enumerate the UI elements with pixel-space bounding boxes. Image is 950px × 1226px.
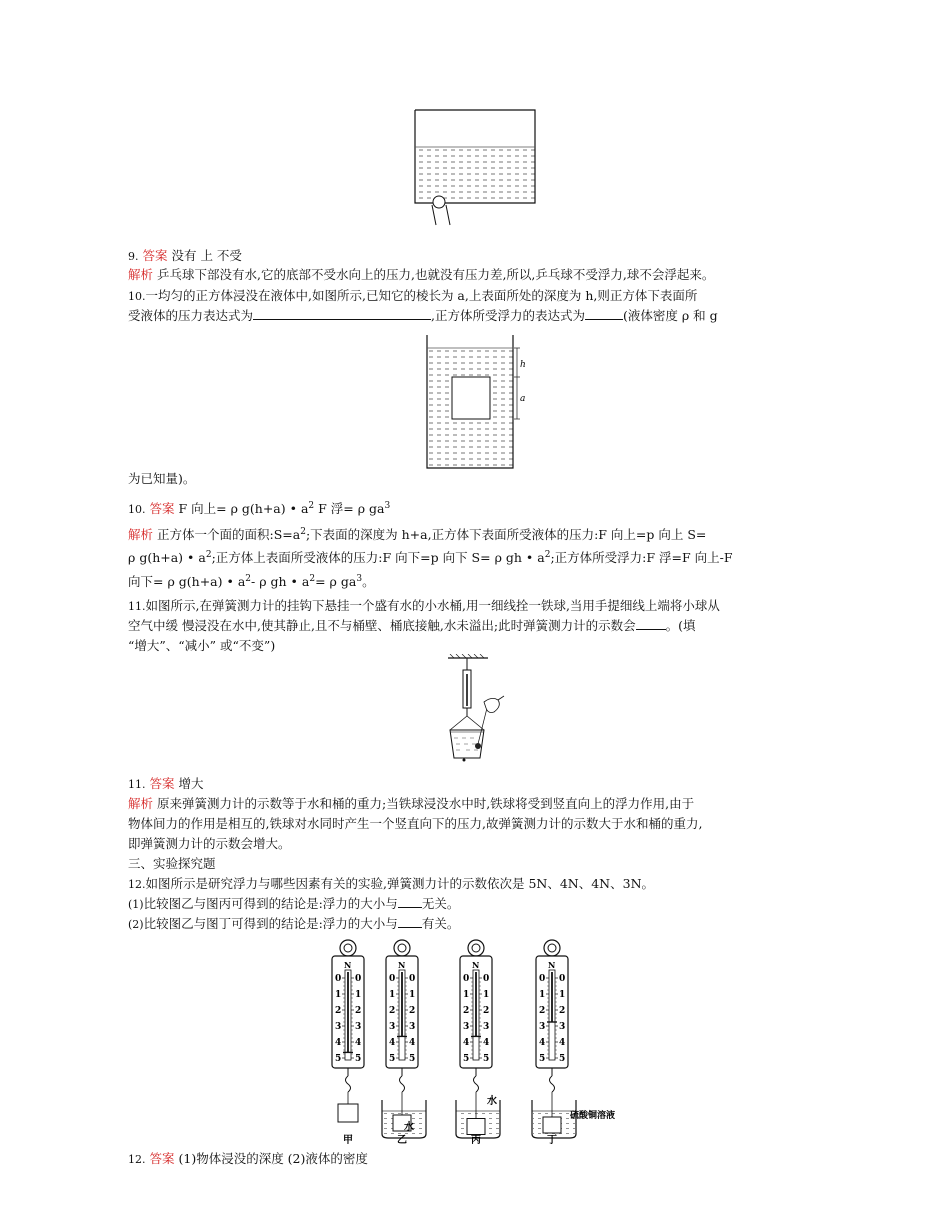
solution-label: 硫酸铜溶液 xyxy=(570,1111,616,1121)
figure-label: 丙 xyxy=(471,1135,481,1146)
superscript: 2 xyxy=(205,549,212,560)
tick-label: 2 xyxy=(559,1006,566,1016)
scale-unit: N xyxy=(344,960,352,970)
section-heading: 三、实验探究题 xyxy=(128,856,216,871)
analysis-label: 解析 xyxy=(128,527,154,542)
tick-label: 5 xyxy=(559,1054,566,1064)
q10-answer-b: F 浮= ρ ga xyxy=(314,501,385,516)
q10-fig-label-h: h xyxy=(520,360,526,370)
q10-question-line1 xyxy=(128,287,697,306)
q10-number: 10. xyxy=(128,290,146,303)
tick-label: 2 xyxy=(335,1006,342,1016)
tick-label: 1 xyxy=(539,990,546,1000)
tick-label: 1 xyxy=(409,990,416,1000)
superscript: 2 xyxy=(309,573,316,584)
q10-an-l1-b: ;下表面的深度为 h+a,正方体下表面所受液体的压力:F 向上=p 向上 S= xyxy=(305,527,707,542)
tick-label: 4 xyxy=(389,1038,396,1048)
q10-an-l3-d: 。 xyxy=(362,574,375,589)
q12-sub1 xyxy=(128,895,459,914)
q11-an-l1: 原来弹簧测力计的示数等于水和桶的重力;当铁球浸没水中时,铁球将受到竖直向上的浮力作用,由于 xyxy=(153,796,695,811)
q10-an-l3-a: 向下= ρ g(h+a) • a xyxy=(128,574,246,589)
tick-label: 5 xyxy=(355,1054,362,1064)
q9-figure xyxy=(410,105,542,227)
tick-label: 5 xyxy=(539,1054,546,1064)
q12-line1-text: 如图所示是研究浮力与哪些因素有关的实验,弹簧测力计的示数依次是 5N、4N、4N、3N。 xyxy=(145,876,655,891)
tick-label: 4 xyxy=(483,1038,490,1048)
q11-line2-a: 空气中缓 慢浸没在水中,使其静止,且不与桶壁、桶底接触,水未溢出;此时弹簧测力计的示数会 xyxy=(128,618,636,633)
q10-an-l1-a: 正方体一个面的面积:S=a xyxy=(153,527,301,542)
q11-blank[interactable] xyxy=(636,617,666,630)
tick-label: 1 xyxy=(355,990,362,1000)
q9-answer xyxy=(128,247,242,266)
tick-label: 3 xyxy=(463,1022,470,1032)
q12-sub2-number: (2) xyxy=(128,918,144,931)
q10-answer-number: 10. xyxy=(128,503,146,516)
superscript: 2 xyxy=(245,573,252,584)
metal-block xyxy=(467,1119,485,1135)
q11-question-line3: “增大”、“减小” 或“不变”) xyxy=(128,638,276,653)
q11-question-line1 xyxy=(128,597,720,616)
tick-label: 1 xyxy=(335,990,342,1000)
superscript: 2 xyxy=(300,526,306,537)
tick-label: 4 xyxy=(559,1038,566,1048)
spring-scale-3 xyxy=(456,940,500,1146)
metal-block xyxy=(338,1104,358,1122)
q12-answer-number: 12. xyxy=(128,1153,146,1166)
tick-label: 5 xyxy=(483,1054,490,1064)
tick-label: 5 xyxy=(463,1054,470,1064)
q10-answer xyxy=(128,500,390,519)
tick-label: 3 xyxy=(539,1022,546,1032)
tick-label: 3 xyxy=(483,1022,490,1032)
tick-label: 1 xyxy=(483,990,490,1000)
q10-fig-label-a: a xyxy=(520,394,526,404)
tick-label: 1 xyxy=(559,990,566,1000)
superscript: 2 xyxy=(308,500,315,511)
tick-label: 3 xyxy=(389,1022,396,1032)
tick-label: 0 xyxy=(483,974,490,984)
tick-label: 0 xyxy=(355,974,362,984)
q11-line1-text: 如图所示,在弹簧测力计的挂钩下悬挂一个盛有水的小水桶,用一细线拴一铁球,当用手提细线上端将小球从 xyxy=(145,598,720,613)
figure-label: 乙 xyxy=(397,1135,407,1146)
metal-block xyxy=(543,1117,561,1133)
water-label: 水 xyxy=(404,1122,414,1133)
q11-figure xyxy=(438,654,508,766)
q10-answer-a: F 向上= ρ g(h+a) • a xyxy=(178,501,309,516)
q10-an-l2-a: ρ g(h+a) • a xyxy=(128,550,206,565)
hook xyxy=(474,1076,479,1092)
q10-blank-2[interactable] xyxy=(585,307,623,320)
hook xyxy=(400,1076,405,1092)
q12-sub2-a: 比较图乙与图丁可得到的结论是:浮力的大小与 xyxy=(143,916,398,931)
hook xyxy=(346,1076,351,1092)
q12-answer-text: (1)物体浸没的深度 (2)液体的密度 xyxy=(178,1151,368,1166)
tick-label: 5 xyxy=(389,1054,396,1064)
superscript: 3 xyxy=(356,573,363,584)
q12-number: 12. xyxy=(128,878,146,891)
q12-blank-2[interactable] xyxy=(398,915,422,928)
q10-analysis-line1 xyxy=(128,526,706,544)
tick-label: 0 xyxy=(409,974,416,984)
q12-sub1-number: (1) xyxy=(128,898,144,911)
answer-label: 答案 xyxy=(149,1151,175,1166)
figure-label: 丁 xyxy=(547,1135,557,1146)
scale-unit: N xyxy=(472,960,480,970)
q11-line2-b: 。(填 xyxy=(665,618,696,633)
q11-question-line2 xyxy=(128,617,696,635)
q9-analysis xyxy=(128,266,714,284)
tick-label: 0 xyxy=(463,974,470,984)
tick-label: 0 xyxy=(559,974,566,984)
q11-answer-number: 11. xyxy=(128,778,146,791)
tick-label: 2 xyxy=(355,1006,362,1016)
q9-answer-text: 没有 上 不受 xyxy=(171,248,242,263)
answer-label: 答案 xyxy=(142,248,168,263)
tick-label: 3 xyxy=(355,1022,362,1032)
tick-label: 0 xyxy=(335,974,342,984)
q10-question-line3: 为已知量)。 xyxy=(128,471,196,486)
q9-answer-number: 9. xyxy=(128,250,139,263)
q12-figure xyxy=(320,936,640,1148)
tick-label: 1 xyxy=(463,990,470,1000)
answer-label: 答案 xyxy=(149,501,175,516)
q11-analysis-line1 xyxy=(128,795,694,813)
tick-label: 2 xyxy=(389,1006,396,1016)
spring-scale-4 xyxy=(532,940,615,1146)
q10-an-l3-c: = ρ ga xyxy=(315,574,357,589)
tick-label: 4 xyxy=(463,1038,470,1048)
q11-number: 11. xyxy=(128,600,146,613)
q10-blank-1[interactable] xyxy=(253,307,431,320)
tick-label: 3 xyxy=(409,1022,416,1032)
tick-label: 5 xyxy=(409,1054,416,1064)
q10-figure xyxy=(420,330,532,472)
q10-line2-c: (液体密度 ρ 和 g xyxy=(623,308,718,323)
tick-label: 2 xyxy=(483,1006,490,1016)
tick-label: 4 xyxy=(409,1038,416,1048)
tick-label: 4 xyxy=(355,1038,362,1048)
q12-sub2 xyxy=(128,915,459,934)
q11-answer-text: 增大 xyxy=(178,776,204,791)
scale-unit: N xyxy=(548,960,556,970)
q10-an-l2-c: ;正方体所受浮力:F 浮=F 向上-F xyxy=(550,550,733,565)
q12-answer xyxy=(128,1150,368,1169)
superscript: 3 xyxy=(384,500,391,511)
q10-question-line2 xyxy=(128,307,718,325)
answer-label: 答案 xyxy=(149,776,175,791)
q10-line1-text: 一均匀的正方体浸没在液体中,如图所示,已知它的棱长为 a,上表面所处的深度为 h,则正方体下表面所 xyxy=(145,288,698,303)
q11-analysis-line2: 物体间力的作用是相互的,铁球对水同时产生一个竖直向下的压力,故弹簧测力计的示数大于水和桶的重力, xyxy=(128,816,703,831)
q10-analysis-line2 xyxy=(128,549,733,567)
q11-answer xyxy=(128,775,204,794)
tick-label: 4 xyxy=(335,1038,342,1048)
tick-label: 3 xyxy=(335,1022,342,1032)
tick-label: 2 xyxy=(463,1006,470,1016)
q10-line2-a: 受液体的压力表达式为 xyxy=(128,308,254,323)
superscript: 2 xyxy=(544,549,551,560)
analysis-label: 解析 xyxy=(128,796,154,811)
q9-analysis-text: 乒乓球下部没有水,它的底部不受水向上的压力,也就没有压力差,所以,乒乓球不受浮力,球不会浮起来。 xyxy=(157,267,715,282)
q10-analysis-line3 xyxy=(128,573,375,591)
tick-label: 4 xyxy=(539,1038,546,1048)
q10-an-l2-b: ;正方体上表面所受液体的压力:F 向下=p 向下 S= ρ gh • a xyxy=(211,550,545,565)
spring-scale-1 xyxy=(332,940,364,1146)
tick-label: 1 xyxy=(389,990,396,1000)
q12-sub1-a: 比较图乙与图丙可得到的结论是:浮力的大小与 xyxy=(143,896,398,911)
tick-label: 0 xyxy=(539,974,546,984)
q10-an-l3-b: - ρ gh • a xyxy=(251,574,310,589)
water-label: 水 xyxy=(487,1096,497,1107)
q11-analysis-line3: 即弹簧测力计的示数会增大。 xyxy=(128,836,291,851)
hook xyxy=(550,1076,555,1092)
figure-label: 甲 xyxy=(343,1135,353,1146)
tick-label: 0 xyxy=(389,974,396,984)
tick-label: 3 xyxy=(559,1022,566,1032)
analysis-label: 解析 xyxy=(128,267,154,282)
tick-label: 2 xyxy=(539,1006,546,1016)
q12-blank-1[interactable] xyxy=(398,895,422,908)
q10-line2-b: ,正方体所受浮力的表达式为 xyxy=(431,308,585,323)
tick-label: 2 xyxy=(409,1006,416,1016)
q12-sub2-b: 有关。 xyxy=(421,916,460,931)
q12-question-line1 xyxy=(128,875,654,894)
tick-label: 5 xyxy=(335,1054,342,1064)
scale-unit: N xyxy=(398,960,406,970)
spring-scale-2 xyxy=(382,940,426,1146)
q12-sub1-b: 无关。 xyxy=(421,896,460,911)
